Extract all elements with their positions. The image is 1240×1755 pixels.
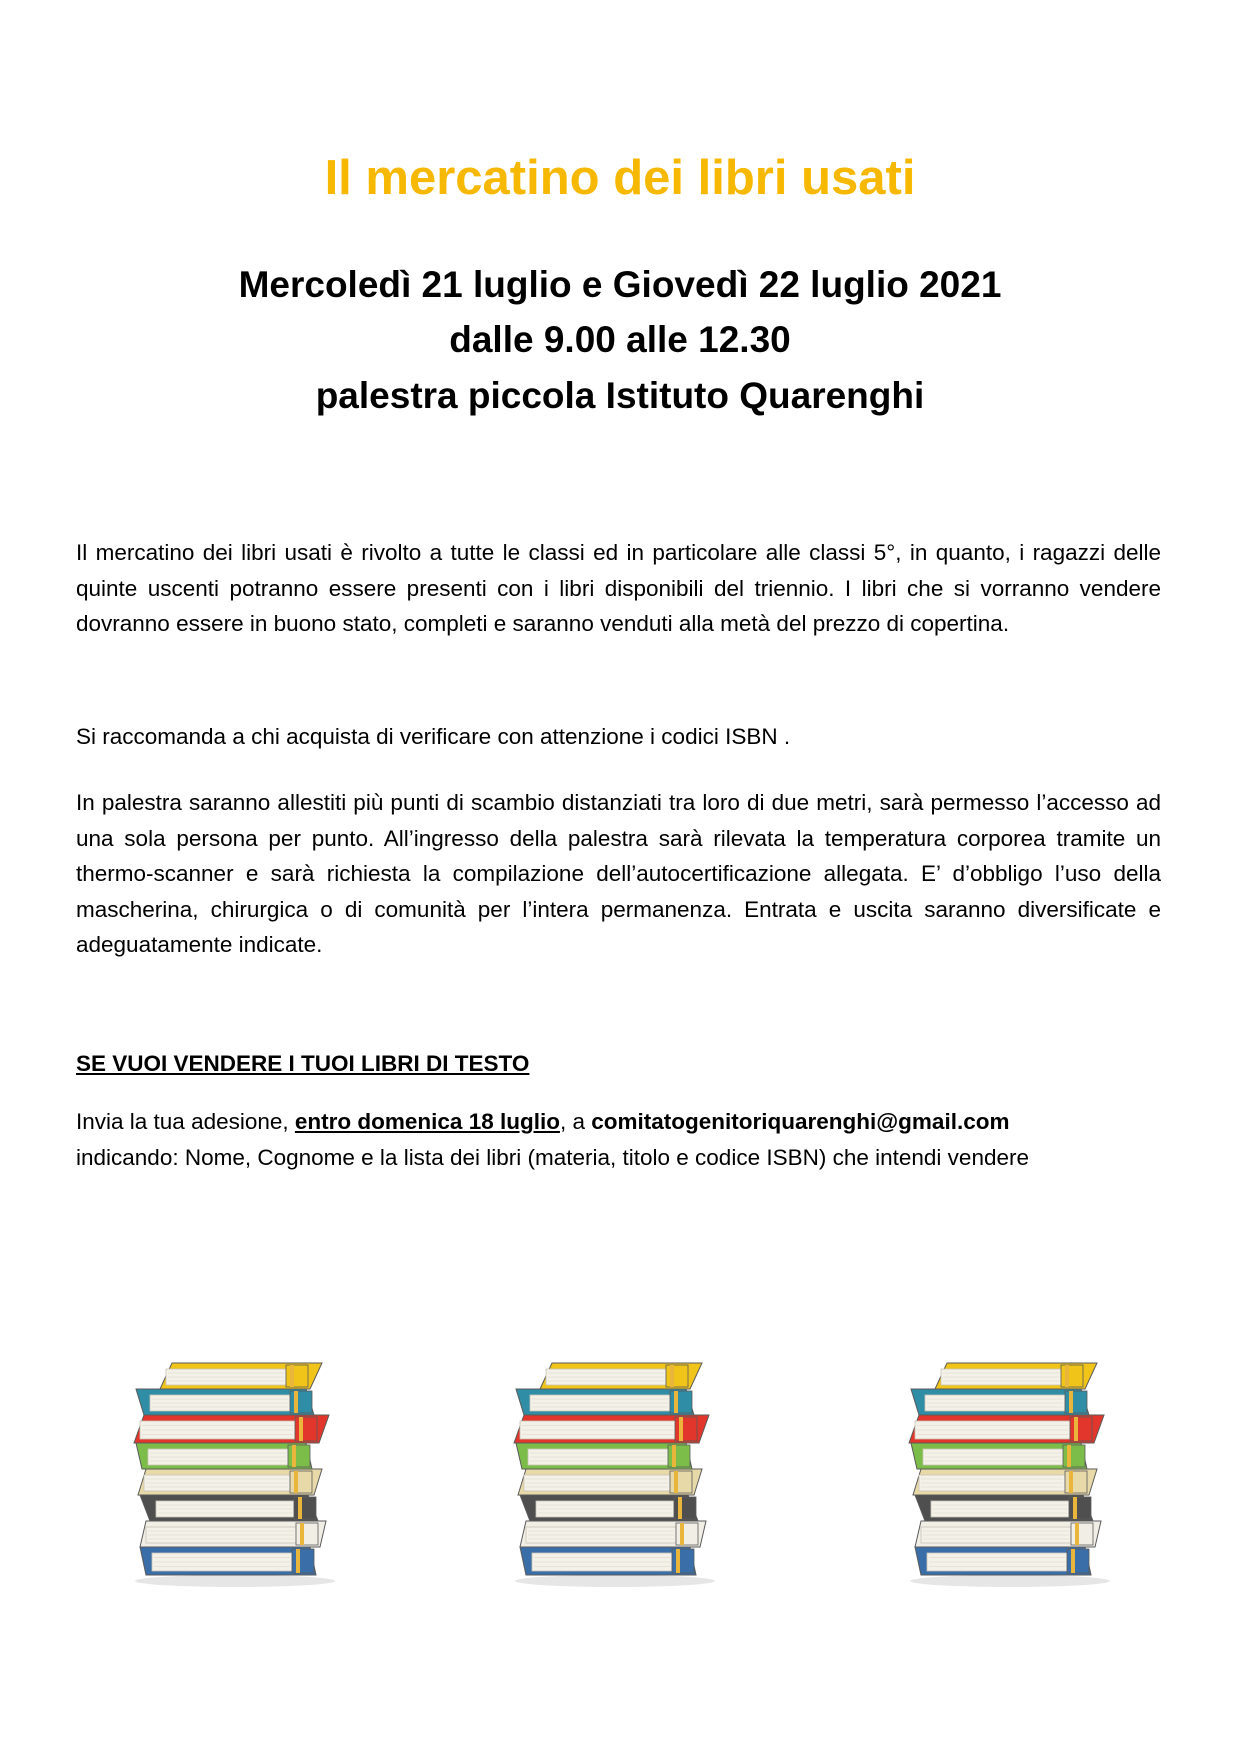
book-shape: [913, 1469, 1097, 1495]
book-shape: [915, 1547, 1091, 1575]
book-shape: [915, 1521, 1101, 1547]
book-shape: [140, 1495, 318, 1521]
page-title: Il mercatino dei libri usati: [324, 151, 916, 205]
book-shape: [915, 1495, 1093, 1521]
book-shape: [909, 1415, 1104, 1443]
book-shape: [134, 1415, 329, 1443]
book-shape: [540, 1363, 702, 1389]
sell-instructions: [76, 1104, 1161, 1175]
event-location: palestra piccola Istituto Quarenghi: [315, 375, 925, 416]
book-shape: [520, 1521, 706, 1547]
book-shape: [935, 1363, 1097, 1389]
event-hours: dalle 9.00 alle 12.30: [449, 319, 791, 360]
intro-paragraph: Il mercatino dei libri usati è rivolto a tutte le classi ed in particolare alle classi 5°, in quanto, i ragazzi delle quinte uscenti potranno essere presenti con i libri disponibili del triennio. I libri che si vorranno vendere dovranno essere in buono stato, completi e saranno venduti alla metà del prezzo di copertina.: [76, 540, 1161, 636]
book-shape: [140, 1547, 316, 1575]
deadline-text: entro domenica 18 luglio: [294, 1109, 560, 1134]
sell-details-text: indicando: Nome, Cognome e la lista dei libri (materia, titolo e codice ISBN) che intendi vendere: [76, 1144, 1029, 1170]
safety-rules-paragraph: In palestra saranno allestiti più punti di scambio distanziati tra loro di due metri, sarà permesso l’accesso ad una sola persona per punto. All’ingresso della palestra sarà rilevata la temperatura corporea tramite un thermo-scanner e sarà richiesta la compilazione dell’autocertificazione allegata. E’ d’obbligo l’uso della mascherina, chirurgica o di comunità per l’intera permanenza. Entrata e uscita saranno diversificate e adeguatamente indicate.: [76, 790, 1161, 957]
book-stack-icon: [895, 1355, 1155, 1595]
book-shape: [520, 1495, 698, 1521]
book-shape: [140, 1521, 326, 1547]
sell-intro-text: Invia la tua adesione,: [76, 1109, 295, 1134]
book-shape: [911, 1443, 1087, 1469]
event-dates: Mercoledì 21 luglio e Giovedì 22 luglio 2021: [238, 264, 1002, 305]
book-shape: [516, 1443, 692, 1469]
stack-shadow: [515, 1575, 715, 1587]
book-shape: [514, 1415, 709, 1443]
contact-email[interactable]: comitatogenitoriquarenghi@gmail.com: [591, 1109, 1010, 1134]
book-shape: [911, 1389, 1089, 1415]
sell-connector-text: , a: [559, 1109, 592, 1134]
book-shape: [136, 1443, 312, 1469]
book-shape: [138, 1469, 322, 1495]
stack-shadow: [135, 1575, 335, 1587]
book-shape: [516, 1389, 694, 1415]
book-stack-icon: [120, 1355, 380, 1595]
sell-section-heading: SE VUOI VENDERE I TUOI LIBRI DI TESTO: [76, 1051, 530, 1076]
book-shape: [520, 1547, 696, 1575]
book-shape: [160, 1363, 322, 1389]
book-shape: [518, 1469, 702, 1495]
book-shape: [136, 1389, 314, 1415]
stack-shadow: [910, 1575, 1110, 1587]
isbn-notice: Si raccomanda a chi acquista di verificare con attenzione i codici ISBN .: [76, 724, 791, 749]
book-stack-icon: [500, 1355, 760, 1595]
